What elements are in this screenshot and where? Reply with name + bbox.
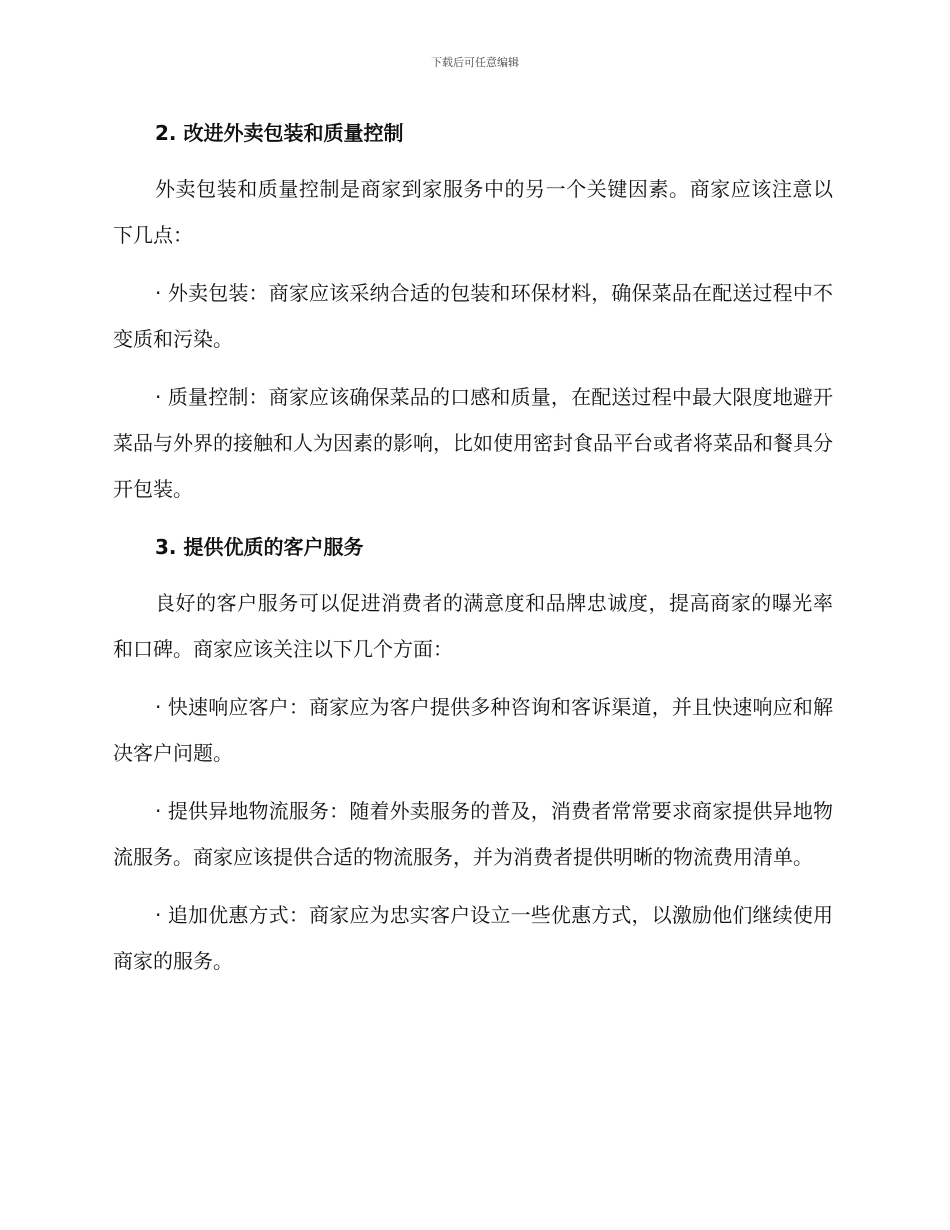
section-intro-paragraph: 外卖包装和质量控制是商家到家服务中的另一个关键因素。商家应该注意以下几点： <box>113 177 833 247</box>
bullet-paragraph: · 快速响应客户：商家应为客户提供多种咨询和客诉渠道，并且快速响应和解决客户问题。 <box>113 695 833 765</box>
document-body <box>113 110 833 996</box>
section-heading: 2. 改进外卖包装和质量控制 <box>155 121 404 145</box>
bullet-paragraph: · 质量控制：商家应该确保菜品的口感和质量，在配送过程中最大限度地避开菜品与外界的接触和人为因素的影响，比如使用密封食品平台或者将菜品和餐具分开包装。 <box>113 385 833 501</box>
bullet-paragraph: · 追加优惠方式：商家应为忠实客户设立一些优惠方式，以激励他们继续使用商家的服务。 <box>113 903 833 973</box>
section-intro-paragraph: 良好的客户服务可以促进消费者的满意度和品牌忠诚度，提高商家的曝光率和口碑。商家应该关注以下几个方面： <box>113 591 833 661</box>
bullet-paragraph: · 提供异地物流服务：随着外卖服务的普及，消费者常常要求商家提供异地物流服务。商家应该提供合适的物流服务，并为消费者提供明晰的物流费用清单。 <box>113 799 833 869</box>
bullet-paragraph: · 外卖包装：商家应该采纳合适的包装和环保材料，确保菜品在配送过程中不变质和污染。 <box>113 281 833 351</box>
page-header: 下载后可任意编辑 <box>431 56 519 69</box>
section-heading: 3. 提供优质的客户服务 <box>155 535 364 559</box>
